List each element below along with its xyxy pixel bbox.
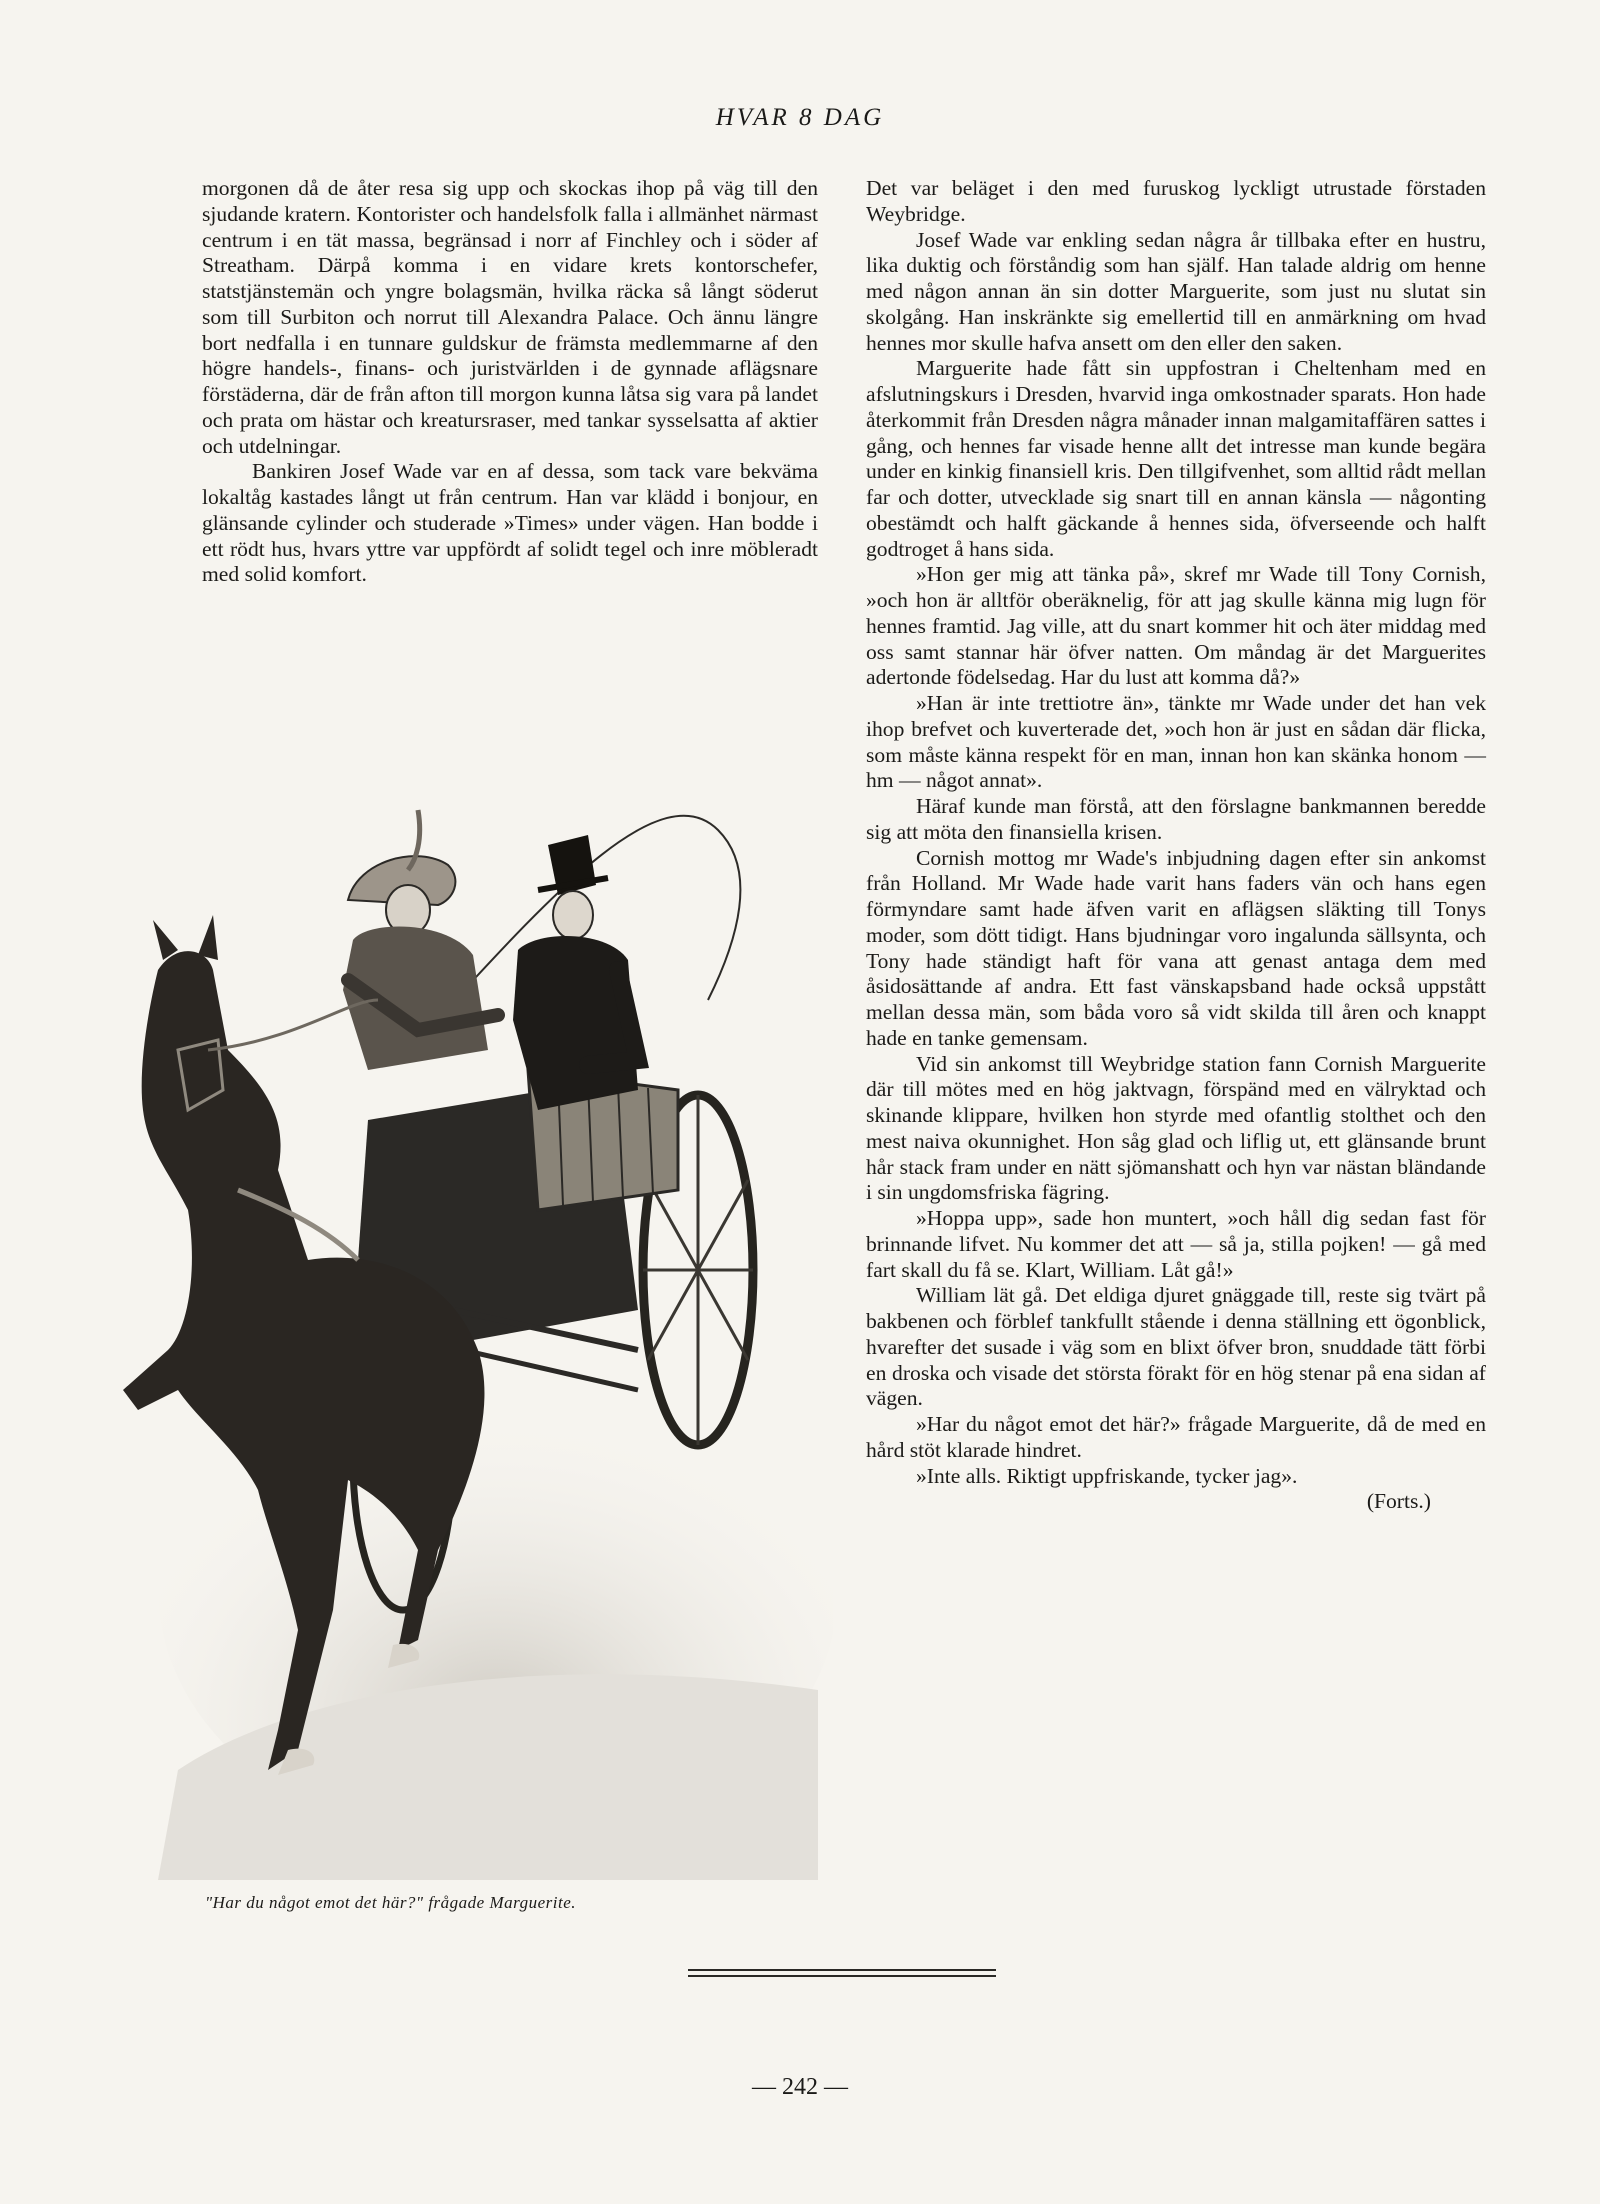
paragraph: Josef Wade var enkling sedan några år tillbaka efter en hustru, lika duktig och förståndig som han själf. Han talade aldrig om henne med någon annan än sin dotter Marguerite, som just nu slutat sin skolgång. Han inskränkte sig emellertid till en anmärkning om hvad hennes mor skulle hafva ansett om den eller den saken. xyxy=(866,227,1486,355)
right-text-column xyxy=(866,176,1486,1515)
reins xyxy=(208,1000,378,1050)
continued-note: (Forts.) xyxy=(1366,1489,1431,1514)
paragraph: »Hon ger mig att tänka på», skref mr Wade till Tony Cornish, »och hon är alltför oberäknelig, för att jag skulle känna mig lugn för hennes framtid. Jag ville, att du snart kommer hit och äter middag med oss samt stannar här öfver natten. Om måndag är det Marguerites adertonde födelsedag. Har du lust att komma då?» xyxy=(866,562,1486,690)
page-number: — 242 — xyxy=(752,2074,848,2100)
running-head: HVAR 8 DAG xyxy=(715,104,885,131)
carriage-illustration xyxy=(118,790,833,1880)
paragraph: »Inte alls. Riktigt uppfriskande, tycker jag». xyxy=(916,1463,1298,1488)
paragraph: »Hoppa upp», sade hon muntert, »och håll dig sedan fast för brinnande lifvet. Nu kommer det att — så ja, stilla pojken! — gå med fart skall du få se. Klart, William. Låt gå!» xyxy=(866,1206,1486,1282)
end-rule xyxy=(688,1969,996,1977)
paragraph: »Han är inte trettiotre än», tänkte mr Wade under det han vek ihop brefvet och kuverterade det, »och hon är just en sådan där flicka, som måste känna respekt för en man, innan hon kan skänka honom — hm — något annat». xyxy=(866,691,1486,793)
paragraph: Vid sin ankomst till Weybridge station fann Cornish Marguerite där till mötes med en hög jaktvagn, förspänd med en välryktad och skinande klippare, hvilken hon styrde med ofantlig stolthet och den mest naiva okunnighet. Hon såg glad och liflig ut, ett glänsande brunt hår stack fram under en nätt sjömanshatt och hyn var nästan bländande i sin ungdomsfriska fägring. xyxy=(866,1051,1486,1205)
paragraph: William lät gå. Det eldiga djuret gnäggade till, reste sig tvärt på bakbenen och förblef tankfullt stående i denna ställning ett ögonblick, hvarefter det susade i väg som en blixt öfver bron, snuddade tätt förbi en droska och visade det största förakt för en hög stenar på ena sidan af vägen. xyxy=(866,1283,1486,1411)
illustration-caption: "Har du något emot det här?" frågade Marguerite. xyxy=(205,1893,577,1912)
man-face xyxy=(553,891,593,939)
paragraph: Det var beläget i den med furuskog lyckligt utrustade förstaden Weybridge. xyxy=(866,176,1486,226)
paragraph: Marguerite hade fått sin uppfostran i Cheltenham med en afslutningskurs i Dresden, hvarvid inga omkostnader sparats. Hon hade återkommit från Dresden några månader innan malgamitaffären sattes i gång, och hennes far visade henne allt det intresse man kunde begära under en kinkig finansiell kris. Den tillgifvenhet, som alltid rådt mellan far och dotter, utvecklade sig snart till en annan känsla — någonting obestämdt och halft gäckande å hennes sida, öfverseende och halft godtroget å hans sida. xyxy=(866,356,1486,561)
paragraph: »Har du något emot det här?» frågade Marguerite, då de med en hård stöt klarade hindret. xyxy=(866,1412,1486,1462)
paragraph: Häraf kunde man förstå, att den förslagne bankmannen beredde sig att möta den finansiella krisen. xyxy=(866,794,1486,844)
left-text-column xyxy=(202,176,818,588)
paragraph: morgonen då de åter resa sig upp och skockas ihop på väg till den sjudande kratern. Kontorister och handelsfolk falla i allmänhet närmast centrum i en tät massa, begränsad i norr af Finchley och i söder af Streatham. Därpå komma i en vidare krets kontorschefer, statstjänstemän och yngre bolagsmän, hvilka räcka så långt söderut som till Surbiton och norrut till Alexandra Palace. Och ännu längre bort nedfalla i en tunnare guldskur de främsta medlemmarne af den högre handels-, finans- och juristvärlden i de gynnade aflägsnare förstäderna, där de från afton till morgon kunna låtsa sig vara på landet och prata om hästar och kreatursraser, med tankar sysselsatta af aktier och utdelningar. xyxy=(202,176,818,458)
paragraph: Cornish mottog mr Wade's inbjudning dagen efter sin ankomst från Holland. Mr Wade hade varit hans faders vän och hans egen förmyndare samt hade äfven varit en aflägsen släkting till Tonys moder, som dött tidigt. Hans bjudningar voro ingalunda sällsynta, och Tony hade ständigt haft för vana att genast antaga dem med åsidosättande af andra. Ett fast vänskapsband hade också uppstått mellan dessa män, som båda voro så vidt skilda till åren och knappt hade en tanke gemensam. xyxy=(866,845,1486,1050)
paragraph: Bankiren Josef Wade var en af dessa, som tack vare bekväma lokaltåg kastades långt ut från centrum. Han var klädd i bonjour, en glänsande cylinder och studerade »Times» under vägen. Han bodde i ett rödt hus, hvars yttre var uppfördt af solidt tegel och inre möbleradt med solid komfort. xyxy=(202,459,818,587)
